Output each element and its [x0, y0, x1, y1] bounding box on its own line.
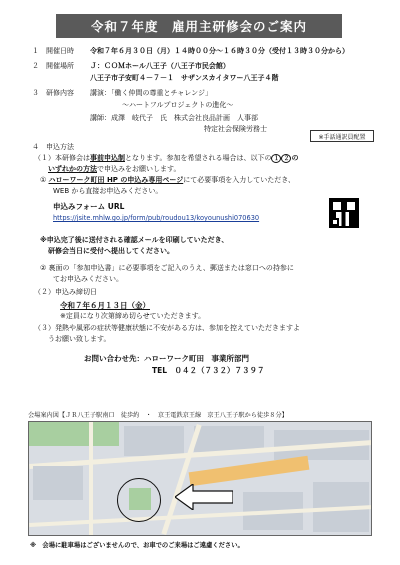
notice-line2: 研修会当日に受付へ提出してください。	[48, 247, 174, 255]
notice-line1: ※申込完了後に送付される確認メールを印刷していただき、	[40, 236, 229, 244]
item-label: 研修内容	[46, 89, 74, 97]
method2-line1: 裏面の「参加申込書」に必要事項をご記入のうえ、郵送または窓口への持参に	[48, 264, 294, 272]
pre-registration: 事前申込制	[90, 154, 125, 162]
map-block	[124, 426, 184, 456]
lecture-label: 講演：	[90, 89, 111, 97]
method2-number: ②	[40, 264, 47, 272]
lecture-title: 「働く仲間の尊重とチャレンジ」	[111, 89, 212, 97]
lecture-subtitle: 〜ハートフルプロジェクトの進化〜	[122, 101, 234, 109]
lecturer-label: 講師：	[90, 114, 111, 122]
circled-one: １	[273, 155, 280, 162]
lecturer-row	[90, 114, 258, 123]
deadline-label: （２）申込み締切日	[34, 288, 97, 296]
para1-text: （１）本研修会は	[34, 154, 90, 162]
application-para1-line2	[48, 165, 180, 174]
deadline-date: 令和７年６月１３日（金）	[60, 301, 150, 310]
method1-number: ①	[40, 176, 47, 184]
contact-office: ハローワーク町田 事業所部門	[144, 354, 249, 363]
application-row	[32, 143, 90, 152]
item-label: 開催日時	[46, 47, 74, 55]
method1-bold: ハローワーク町田 HP の申込み専用ページ	[48, 176, 184, 184]
para3-line1: （３）発熱や風邪の症状等健康状態に不安がある方は、参加を控えていただきますよ	[34, 324, 300, 332]
contact-tel: TEL ０４２（７３２）７３９７	[152, 366, 265, 375]
content-row	[32, 89, 212, 98]
item-number: ４	[32, 143, 39, 151]
map-park	[29, 422, 119, 446]
sign-language-note: ※手話通訳員配置	[310, 130, 374, 142]
method1	[40, 176, 295, 185]
lecturer-name: 成澤 岐代子 氏 株式会社良品計画 人事部	[111, 114, 258, 122]
lecturer-org: 特定社会保険労務士	[204, 125, 267, 133]
method2-line2: てお申込みください。	[53, 275, 123, 283]
para1-text: で申込みをお願いします。	[97, 165, 181, 173]
venue-highlight-circle	[117, 478, 161, 522]
date-value: 令和７年６月３０日（月）１４時００分〜１６時３０分（受付１３時３０分から）	[90, 47, 349, 55]
either-method: いずれかの方法	[48, 165, 97, 173]
qr-code-icon[interactable]	[329, 198, 359, 228]
application-para1	[34, 154, 298, 163]
deadline-note: ※定員になり次第締め切らせていただきます。	[60, 312, 206, 320]
map-block	[33, 466, 83, 500]
parking-notice: ※ 会場に駐車場はございませんので、お車でのご来場はご遠慮ください。	[30, 542, 244, 549]
method1-rest: にて必要事項を入力していただき、	[183, 176, 295, 184]
venue-map[interactable]	[28, 421, 372, 536]
circled-two: ２	[283, 155, 290, 162]
form-url-link[interactable]: https://jsite.mhlw.go.jp/form/pub/roudou13/koyounushi070630	[53, 214, 260, 222]
item-label: 開催場所	[46, 62, 74, 70]
item-label: 申込方法	[46, 143, 74, 151]
page-title: 令和７年度 雇用主研修会のご案内	[56, 14, 342, 38]
date-row	[32, 47, 349, 56]
para1-text: となります。参加を希望される場合は、以下の	[125, 154, 272, 162]
venue-row	[32, 62, 230, 71]
venue-name: Ｊ：ＣＯＭホール八王子（八王子市民会館）	[90, 62, 230, 70]
method1-line2: WEB から直接お申込みください。	[53, 187, 163, 195]
item-number: ３	[32, 89, 39, 97]
contact-row	[84, 354, 249, 363]
qr-corner	[331, 218, 339, 226]
venue-address: 八王子市子安町４－７－１ サザンスカイタワー八王子４階	[90, 74, 279, 82]
map-header: 会場案内図【ＪＲ八王子駅南口 徒歩約 ・ 京王電鉄京王線 京王八王子駅から徒歩８分】	[28, 412, 288, 419]
para1-text: の	[291, 154, 299, 162]
item-number: ２	[32, 62, 39, 70]
para3-line2: うお願い致します。	[48, 335, 111, 343]
map-railway	[189, 456, 310, 487]
method2	[40, 264, 294, 273]
form-label: 申込みフォーム URL	[53, 202, 125, 211]
arrow-left-icon	[175, 484, 233, 510]
contact-label: お問い合わせ先：	[84, 354, 144, 363]
item-number: １	[32, 47, 39, 55]
